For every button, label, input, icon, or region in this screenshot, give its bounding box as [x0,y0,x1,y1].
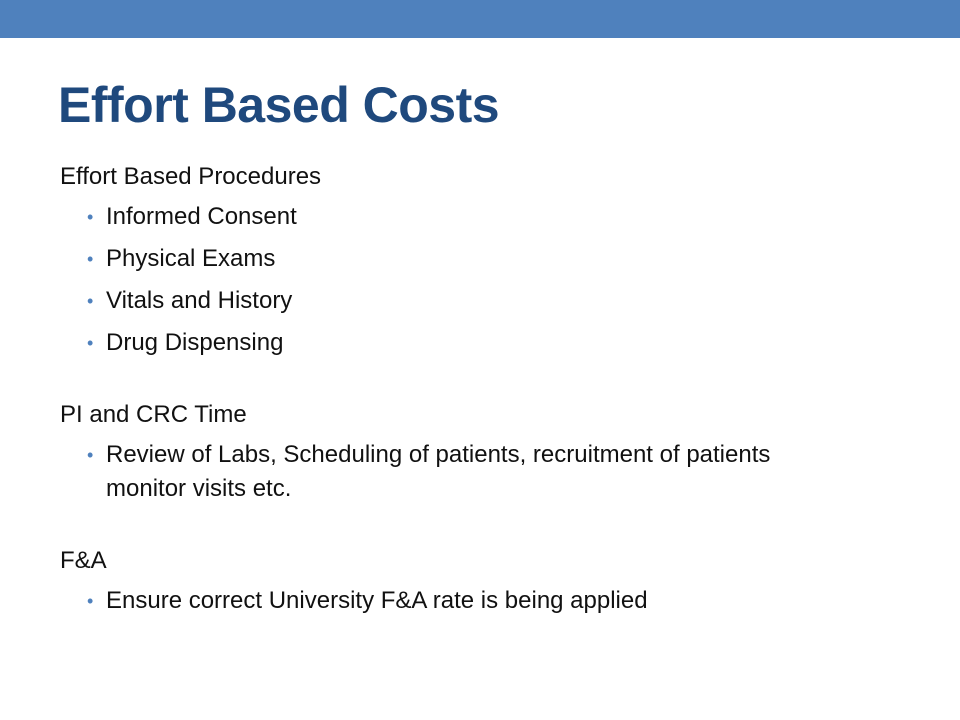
bullet-item [60,438,840,506]
bullet-icon: • [87,591,94,611]
section-effort-based-procedures [60,160,840,360]
section-heading: Effort Based Procedures [60,163,322,190]
bullet-item [60,284,840,318]
section-pi-crc-time [60,398,840,506]
bullet-text: Ensure correct University F&A rate is being applied [106,587,648,614]
section-spacer [60,368,840,398]
bullet-icon: • [87,333,94,353]
bullet-text: Drug Dispensing [106,329,284,356]
bullet-item [60,242,840,276]
slide-content [60,160,840,626]
bullet-item [60,584,840,618]
bullet-icon: • [87,249,94,269]
bullet-icon: • [87,207,94,227]
bullet-text: Informed Consent [106,203,297,230]
bullet-list [60,584,840,618]
top-accent-bar [0,0,960,38]
bullet-item [60,326,840,360]
bullet-list [60,200,840,360]
bullet-icon: • [87,291,94,311]
bullet-text: Physical Exams [106,245,276,272]
section-heading: PI and CRC Time [60,401,247,428]
section-heading: F&A [60,547,107,574]
bullet-text: Vitals and History [106,287,293,314]
bullet-text: Review of Labs, Scheduling of patients, recruitment of patients monitor visits etc. [106,441,771,502]
section-spacer [60,514,840,544]
bullet-list [60,438,840,506]
section-f-and-a [60,544,840,618]
bullet-icon: • [87,445,94,465]
slide-title: Effort Based Costs [58,77,500,133]
bullet-item [60,200,840,234]
